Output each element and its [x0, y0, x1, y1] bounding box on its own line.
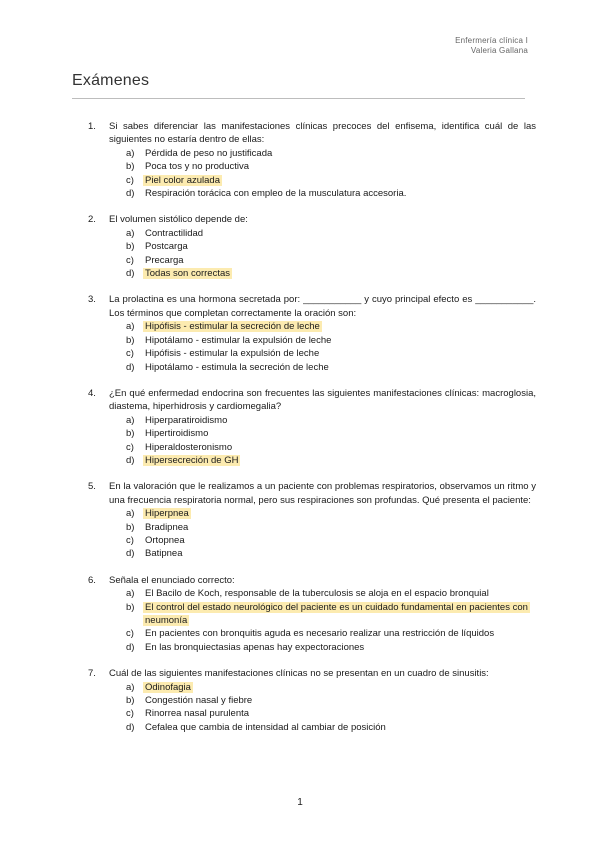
- question-7: [88, 667, 536, 734]
- answer-option: [126, 361, 536, 374]
- correct-answer-highlight: Hipersecreción de GH: [145, 454, 239, 466]
- question-number: 5.: [88, 481, 96, 493]
- correct-answer-highlight: Piel color azulada: [145, 174, 220, 186]
- option-text-wrapper: [145, 441, 536, 454]
- option-text-wrapper: [145, 507, 536, 520]
- answer-options: [126, 147, 536, 201]
- question-number: 6.: [88, 574, 96, 586]
- option-text: En pacientes con bronquitis aguda es necesario realizar una restricción de líquidos: [145, 628, 495, 640]
- option-letter: c): [126, 348, 134, 360]
- answer-option: [126, 694, 536, 707]
- answer-option: [126, 147, 536, 160]
- option-text-wrapper: [145, 587, 536, 600]
- option-letter: d): [126, 268, 135, 280]
- option-text-wrapper: [145, 174, 536, 187]
- option-text-wrapper: [145, 254, 536, 267]
- option-text-wrapper: [145, 454, 536, 467]
- option-text-wrapper: [145, 534, 536, 547]
- option-text: Respiración torácica con empleo de la musculatura accesoria.: [145, 188, 407, 200]
- page-title: Exámenes: [72, 72, 150, 89]
- question-text: ¿En qué enfermedad endocrina son frecuentes las siguientes manifestaciones clínicas: macroglosia, diastema, hiperhidrosis y cardiomegalia?: [109, 387, 536, 413]
- author-name: Valeria Gallana: [470, 46, 528, 55]
- option-letter: b): [126, 334, 135, 346]
- question-2: [88, 213, 536, 280]
- option-text: Congestión nasal y fiebre: [145, 695, 253, 707]
- option-text: Bradipnea: [145, 521, 189, 533]
- correct-answer-highlight: Todas son correctas: [145, 268, 231, 280]
- answer-options: [126, 507, 536, 561]
- question-stem: [88, 387, 536, 414]
- option-text-wrapper: [145, 694, 536, 707]
- option-letter: d): [126, 454, 135, 466]
- option-letter: d): [126, 721, 135, 733]
- page-number: 1: [297, 797, 303, 808]
- question-4: [88, 387, 536, 467]
- option-letter: b): [126, 695, 135, 707]
- option-text-wrapper: [145, 347, 536, 360]
- option-letter: a): [126, 414, 135, 426]
- option-text-wrapper: [145, 160, 536, 173]
- option-text-wrapper: [145, 547, 536, 560]
- option-text: Poca tos y no productiva: [145, 161, 250, 173]
- question-6: [88, 574, 536, 654]
- answer-options: [126, 414, 536, 468]
- option-text-wrapper: [145, 427, 536, 440]
- option-text: Postcarga: [145, 241, 188, 253]
- option-letter: a): [126, 227, 135, 239]
- option-text-wrapper: [145, 681, 536, 694]
- option-letter: d): [126, 641, 135, 653]
- question-text: Cuál de las siguientes manifestaciones clínicas no se presentan en un cuadro de sinusitis:: [109, 668, 489, 680]
- answer-option: [126, 454, 536, 467]
- answer-option: [126, 427, 536, 440]
- answer-option: [126, 320, 536, 333]
- option-text: Cefalea que cambia de intensidad al cambiar de posición: [145, 721, 386, 733]
- course-name: Enfermería clínica I: [455, 36, 528, 45]
- option-text: El Bacilo de Koch, responsable de la tuberculosis se aloja en el espacio bronquial: [145, 588, 489, 600]
- answer-option: [126, 240, 536, 253]
- answer-option: [126, 601, 536, 628]
- option-letter: d): [126, 361, 135, 373]
- question-stem: [88, 480, 536, 507]
- option-text-wrapper: [145, 267, 536, 280]
- question-stem: [88, 667, 536, 680]
- answer-option: [126, 627, 536, 640]
- answer-options: [126, 320, 536, 374]
- option-text-wrapper: [145, 147, 536, 160]
- answer-option: [126, 534, 536, 547]
- correct-answer-highlight: Hiperpnea: [145, 508, 189, 520]
- question-stem: [88, 293, 536, 320]
- option-text-wrapper: [145, 707, 536, 720]
- option-text: Hiperparatiroidismo: [145, 414, 228, 426]
- option-text: Ortopnea: [145, 534, 185, 546]
- answer-option: [126, 174, 536, 187]
- option-text-wrapper: [145, 361, 536, 374]
- answer-option: [126, 334, 536, 347]
- question-number: 7.: [88, 668, 96, 680]
- option-text-wrapper: [145, 601, 536, 628]
- option-text: Contractilidad: [145, 227, 204, 239]
- question-text: La prolactina es una hormona secretada por: ___________ y cuyo principal efecto es ___________. Los términos que completan correctamente la oración son:: [109, 294, 536, 319]
- option-letter: b): [126, 521, 135, 533]
- option-letter: c): [126, 254, 134, 266]
- question-number: 3.: [88, 294, 96, 306]
- option-text-wrapper: [145, 414, 536, 427]
- answer-option: [126, 414, 536, 427]
- option-text-wrapper: [145, 227, 536, 240]
- answer-option: [126, 721, 536, 734]
- option-letter: d): [126, 188, 135, 200]
- answer-option: [126, 507, 536, 520]
- option-text-wrapper: [145, 721, 536, 734]
- question-1: [88, 120, 536, 200]
- answer-option: [126, 254, 536, 267]
- option-text: Hipotálamo - estimular la expulsión de leche: [145, 334, 332, 346]
- answer-option: [126, 227, 536, 240]
- answer-option: [126, 521, 536, 534]
- question-stem: [88, 213, 536, 226]
- option-letter: c): [126, 628, 134, 640]
- option-letter: a): [126, 147, 135, 159]
- page-header: [455, 36, 528, 56]
- option-letter: c): [126, 441, 134, 453]
- question-text: En la valoración que le realizamos a un paciente con problemas respiratorios, observamos un ritmo y una frecuencia respiratoria normal, pero sus respiraciones son profundas. Qué presenta el paciente:: [109, 481, 536, 506]
- question-text: El volumen sistólico depende de:: [109, 214, 248, 226]
- option-letter: a): [126, 321, 135, 333]
- option-text: Batipnea: [145, 548, 183, 560]
- answer-options: [126, 227, 536, 281]
- question-text: Si sabes diferenciar las manifestaciones clínicas precoces del enfisema, identifica cuál de las siguientes no estaría dentro de ellas:: [109, 121, 536, 146]
- option-letter: b): [126, 601, 135, 613]
- question-number: 2.: [88, 214, 96, 226]
- answer-option: [126, 707, 536, 720]
- option-letter: d): [126, 548, 135, 560]
- answer-option: [126, 681, 536, 694]
- option-text: Precarga: [145, 254, 184, 266]
- answer-option: [126, 187, 536, 200]
- title-divider: [72, 98, 525, 99]
- question-text: Señala el enunciado correcto:: [109, 574, 235, 586]
- question-stem: [88, 120, 536, 147]
- correct-answer-highlight: Odinofagia: [145, 681, 191, 693]
- question-3: [88, 293, 536, 373]
- option-text: Hipertiroidismo: [145, 428, 209, 440]
- option-text: Hipófisis - estimular la expulsión de leche: [145, 348, 320, 360]
- answer-option: [126, 347, 536, 360]
- question-list: [88, 120, 536, 747]
- option-text: Pérdida de peso no justificada: [145, 147, 273, 159]
- answer-option: [126, 160, 536, 173]
- answer-option: [126, 587, 536, 600]
- option-text-wrapper: [145, 187, 536, 200]
- option-letter: b): [126, 161, 135, 173]
- option-text-wrapper: [145, 334, 536, 347]
- option-letter: a): [126, 588, 135, 600]
- option-text: En las bronquiectasias apenas hay expectoraciones: [145, 641, 365, 653]
- option-text-wrapper: [145, 641, 536, 654]
- answer-option: [126, 441, 536, 454]
- answer-option: [126, 547, 536, 560]
- answer-options: [126, 681, 536, 735]
- correct-answer-highlight: Hipófisis - estimular la secreción de leche: [145, 321, 320, 333]
- option-letter: a): [126, 508, 135, 520]
- option-letter: b): [126, 241, 135, 253]
- answer-option: [126, 641, 536, 654]
- option-text: Hiperaldosteronismo: [145, 441, 233, 453]
- question-number: 4.: [88, 387, 96, 399]
- option-text: Rinorrea nasal purulenta: [145, 708, 250, 720]
- question-number: 1.: [88, 121, 96, 132]
- option-text-wrapper: [145, 627, 536, 640]
- correct-answer-highlight: El control del estado neurológico del paciente es un cuidado fundamental en pacientes con neumonía: [145, 601, 528, 626]
- question-stem: [88, 574, 536, 587]
- answer-options: [126, 587, 536, 654]
- answer-option: [126, 267, 536, 280]
- question-5: [88, 480, 536, 560]
- option-text-wrapper: [145, 240, 536, 253]
- option-text: Hipotálamo - estimula la secreción de leche: [145, 361, 329, 373]
- option-text-wrapper: [145, 320, 536, 333]
- option-letter: c): [126, 708, 134, 720]
- option-letter: c): [126, 534, 134, 546]
- option-letter: a): [126, 681, 135, 693]
- option-letter: b): [126, 428, 135, 440]
- option-letter: c): [126, 174, 134, 186]
- option-text-wrapper: [145, 521, 536, 534]
